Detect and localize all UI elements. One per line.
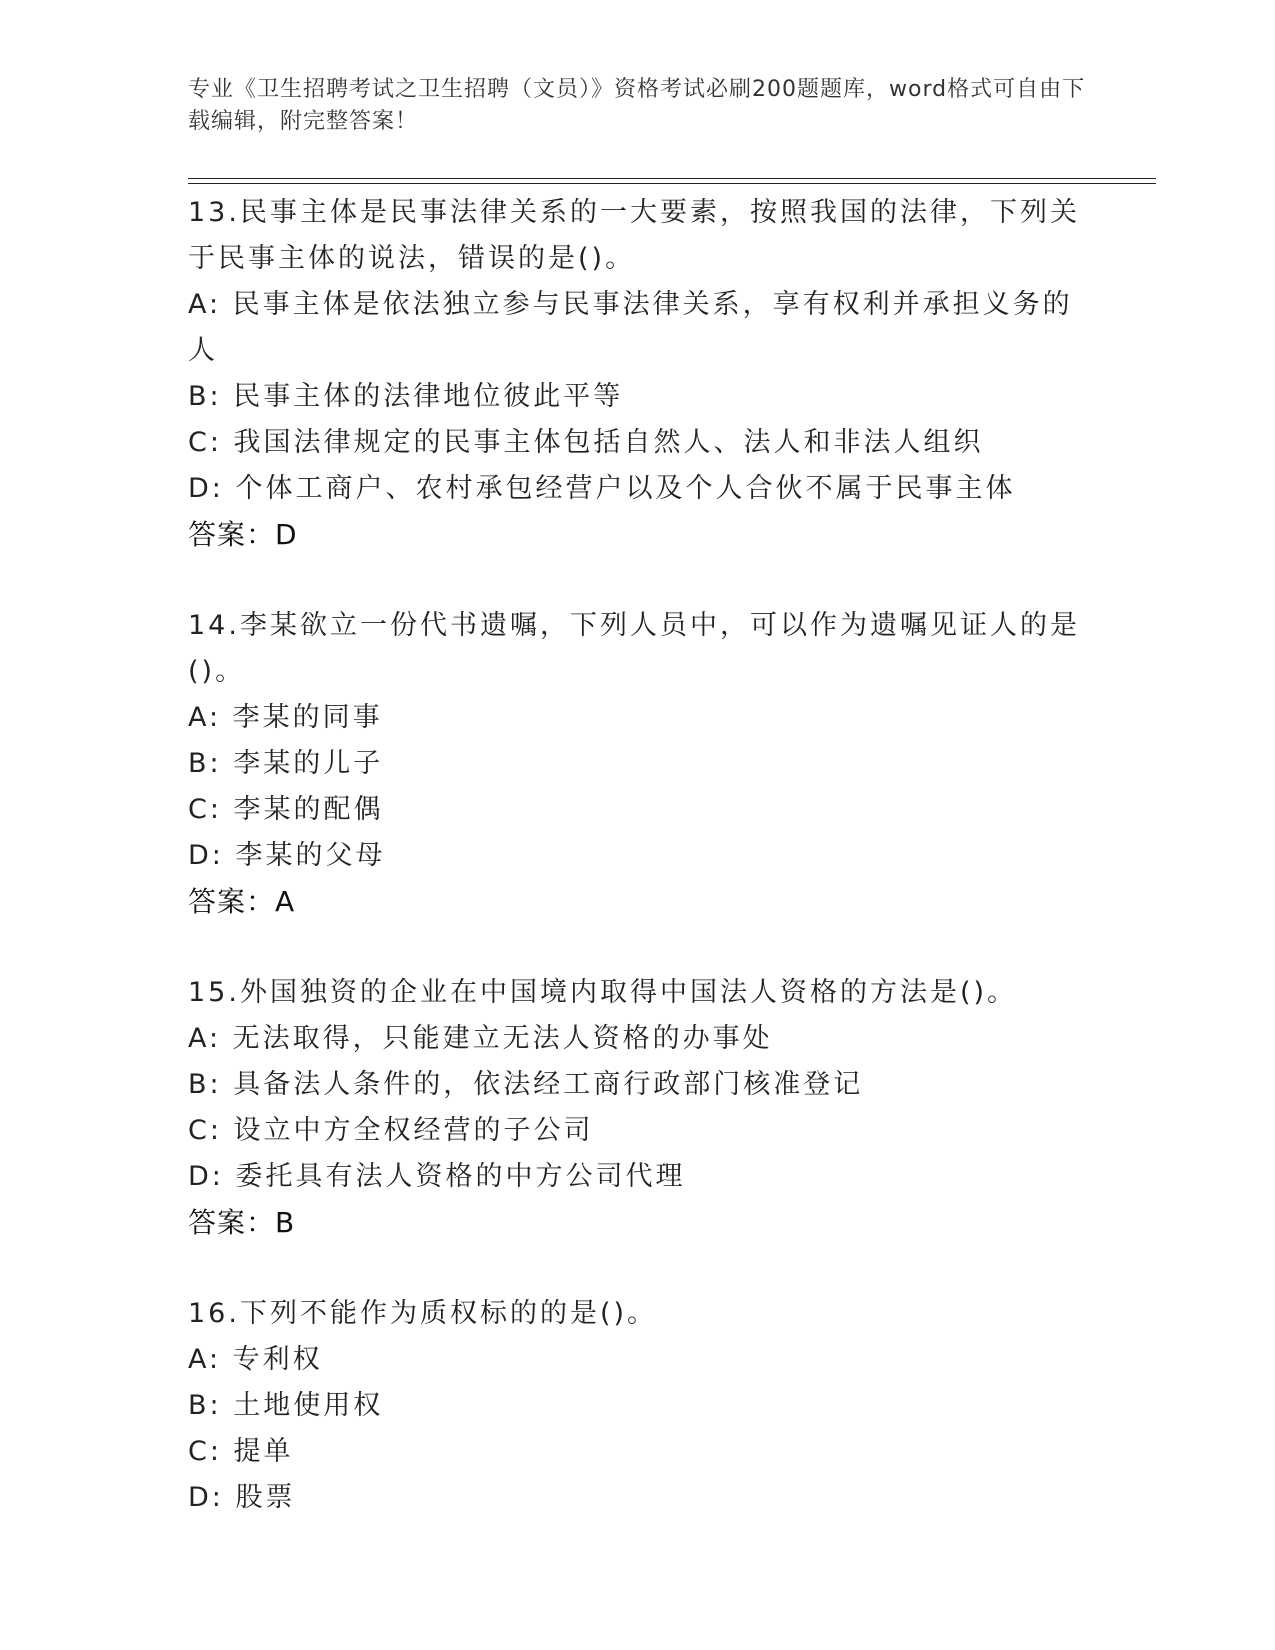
option-c: C: 提单 — [188, 1436, 294, 1467]
question-stem: 13.民事主体是民事法律关系的一大要素，按照我国的法律，下列关于民事主体的说法，错误的是()。 — [188, 197, 1080, 274]
option-b: B: 土地使用权 — [188, 1390, 384, 1421]
answer: 答案：D — [188, 518, 298, 551]
document-header: 专业《卫生招聘考试之卫生招聘（文员）》资格考试必刷200题题库，word格式可自由下载编辑，附完整答案！ — [188, 77, 1086, 134]
option-d: D: 个体工商户、农村承包经营户以及个人合伙不属于民事主体 — [188, 473, 1016, 504]
option-c: C: 李某的配偶 — [188, 794, 384, 825]
option-d: D: 李某的父母 — [188, 840, 386, 871]
question-13 — [188, 190, 1088, 558]
option-c: C: 设立中方全权经营的子公司 — [188, 1115, 594, 1146]
question-list — [188, 190, 1088, 1521]
option-b: B: 具备法人条件的，依法经工商行政部门核准登记 — [188, 1069, 864, 1100]
option-a: A: 李某的同事 — [188, 702, 383, 733]
answer: 答案：B — [188, 1206, 296, 1239]
option-d: D: 股票 — [188, 1482, 296, 1513]
option-a: A: 无法取得，只能建立无法人资格的办事处 — [188, 1023, 773, 1054]
question-15 — [188, 970, 1088, 1246]
option-a: A: 民事主体是依法独立参与民事法律关系，享有权利并承担义务的人 — [188, 289, 1073, 366]
option-b: B: 民事主体的法律地位彼此平等 — [188, 381, 624, 412]
option-d: D: 委托具有法人资格的中方公司代理 — [188, 1161, 686, 1192]
header-rule-bottom — [188, 183, 1156, 184]
question-14 — [188, 603, 1088, 925]
question-stem: 15.外国独资的企业在中国境内取得中国法人资格的方法是()。 — [188, 977, 1018, 1008]
question-16 — [188, 1291, 1088, 1521]
question-stem: 14.李某欲立一份代书遗嘱，下列人员中，可以作为遗嘱见证人的是()。 — [188, 610, 1080, 687]
question-stem: 16.下列不能作为质权标的的是()。 — [188, 1298, 658, 1329]
header-rule-top — [188, 178, 1156, 179]
option-a: A: 专利权 — [188, 1344, 323, 1375]
option-b: B: 李某的儿子 — [188, 748, 384, 779]
answer: 答案：A — [188, 885, 296, 918]
option-c: C: 我国法律规定的民事主体包括自然人、法人和非法人组织 — [188, 427, 984, 458]
